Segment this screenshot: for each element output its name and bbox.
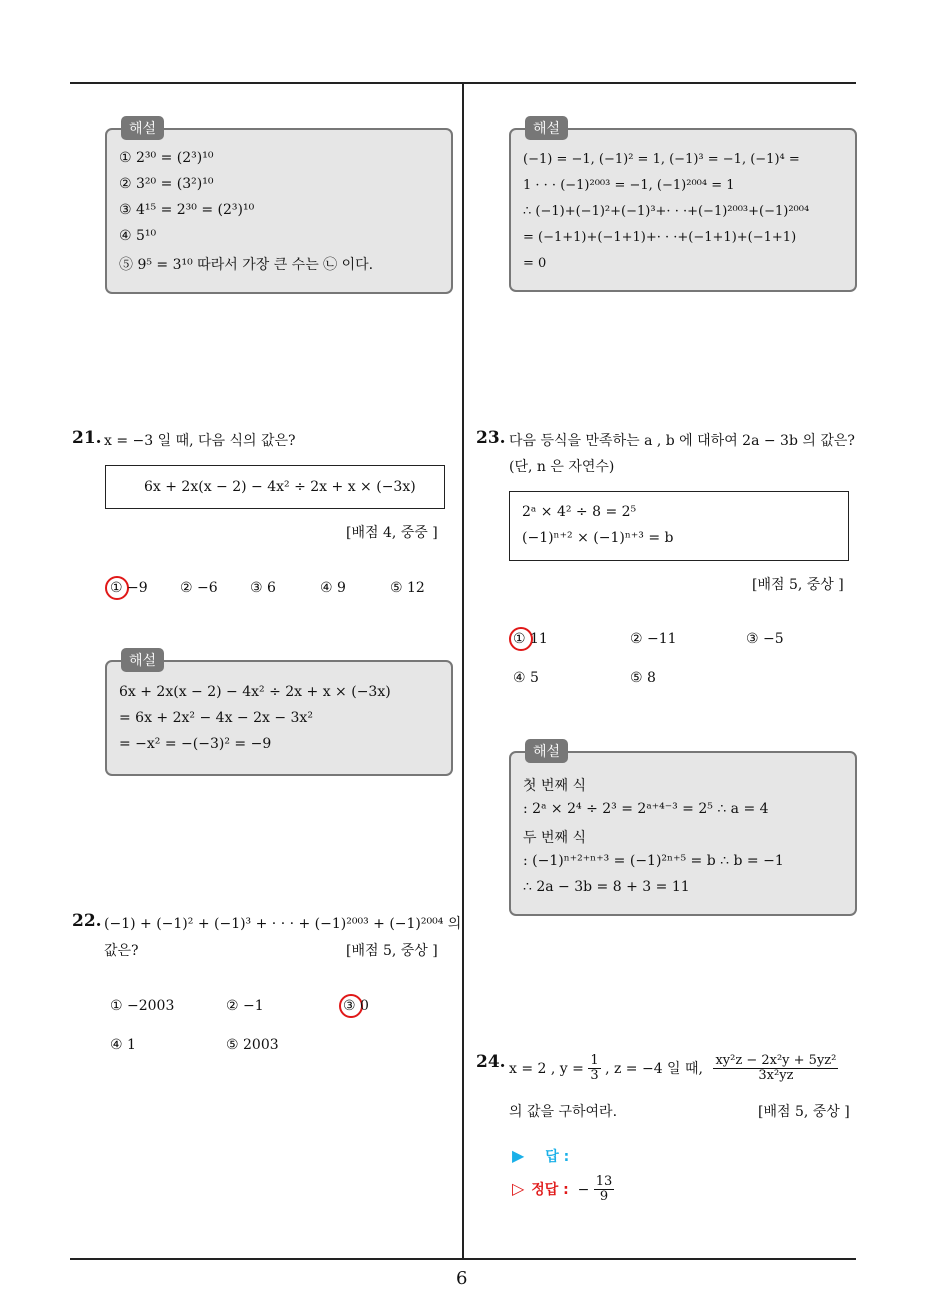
score-label-24: [배점 5, 중상 ] bbox=[758, 1104, 850, 1120]
correct-answer-fraction bbox=[594, 1175, 615, 1205]
correct-answer-sign: − bbox=[577, 1181, 590, 1198]
solution-line: ∴ (−1)+(−1)²+(−1)³+· · ·+(−1)²⁰⁰³+(−1)²⁰⁰⁴ bbox=[523, 204, 810, 219]
solution-line: 첫 번째 식 bbox=[523, 778, 586, 794]
solution-box-q23 bbox=[509, 744, 857, 916]
choice-5[interactable]: ⑤ 8 bbox=[630, 670, 656, 686]
page-number: 6 bbox=[456, 1268, 468, 1289]
solution-box-q20 bbox=[105, 121, 453, 294]
choice-2[interactable]: ② −6 bbox=[180, 580, 218, 596]
question-text-22: (−1) + (−1)² + (−1)³ + · · · + (−1)²⁰⁰³ + (−1)²⁰⁰⁴ 의 bbox=[104, 916, 462, 932]
equation: 2ᵃ × 4² ÷ 8 = 2⁵ bbox=[522, 504, 637, 520]
play-outline-icon: ▷ bbox=[512, 1178, 525, 1198]
solution-line: ① 2³⁰ = (2³)¹⁰ bbox=[119, 150, 214, 166]
choice-3[interactable]: ③ −5 bbox=[746, 631, 784, 647]
solution-line: ④ 5¹⁰ bbox=[119, 228, 157, 244]
choice-4[interactable]: ④ 9 bbox=[320, 580, 346, 596]
score-label-23: [배점 5, 중상 ] bbox=[752, 577, 844, 593]
score-label-22: [배점 5, 중상 ] bbox=[346, 943, 438, 959]
expression-box-21 bbox=[105, 465, 445, 509]
question-number-23: 23. bbox=[476, 428, 506, 448]
fraction-numerator: 1 bbox=[590, 1053, 599, 1068]
answer-label: 답 : bbox=[545, 1149, 570, 1165]
solution-line: : 2ᵃ × 2⁴ ÷ 2³ = 2ᵃ⁺⁴⁻³ = 2⁵ ∴ a = 4 bbox=[523, 801, 769, 817]
solution-line: = 0 bbox=[523, 256, 547, 271]
fraction-numerator: xy²z − 2x²y + 5yz² bbox=[715, 1053, 837, 1068]
question-text-24-line2: 의 값을 구하여라. bbox=[509, 1104, 618, 1120]
choice-5[interactable]: ⑤ 2003 bbox=[226, 1037, 279, 1053]
fraction-numerator: 13 bbox=[595, 1174, 613, 1189]
bottom-rule bbox=[70, 1258, 856, 1260]
equation-box-23 bbox=[509, 491, 849, 561]
choice-3[interactable]: ③ 6 bbox=[250, 580, 276, 596]
correct-answer-row bbox=[512, 1175, 614, 1205]
solution-box-q21 bbox=[105, 653, 453, 776]
solution-line: ⑤ 9⁵ = 3¹⁰ 따라서 가장 큰 수는 ㉡ 이다. bbox=[119, 257, 374, 273]
question-text-24-mid: , z = −4 일 때, bbox=[605, 1060, 704, 1077]
solution-line: = −x² = −(−3)² = −9 bbox=[119, 736, 272, 752]
choice-3[interactable]: ③ 0 bbox=[343, 998, 369, 1014]
correct-answer-value bbox=[577, 1174, 615, 1205]
fraction-denominator: 3x²yz bbox=[758, 1068, 794, 1084]
play-filled-icon: ▶ bbox=[512, 1146, 525, 1165]
score-label-21: [배점 4, 중중 ] bbox=[346, 525, 438, 541]
choice-1[interactable]: ① −2003 bbox=[110, 998, 175, 1014]
choice-1[interactable]: ① −9 bbox=[110, 580, 148, 596]
solution-tag: 해설 bbox=[525, 116, 568, 140]
question-text-22-line2: 값은? bbox=[104, 943, 139, 959]
solution-line: (−1) = −1, (−1)² = 1, (−1)³ = −1, (−1)⁴ = bbox=[523, 152, 800, 167]
solution-line: : (−1)ⁿ⁺²⁺ⁿ⁺³ = (−1)²ⁿ⁺⁵ = b ∴ b = −1 bbox=[523, 853, 784, 869]
fraction-expression bbox=[713, 1054, 838, 1084]
solution-line: = (−1+1)+(−1+1)+· · ·+(−1+1)+(−1+1) bbox=[523, 230, 797, 245]
solution-line: 두 번째 식 bbox=[523, 830, 586, 846]
solution-line: 1 · · · (−1)²⁰⁰³ = −1, (−1)²⁰⁰⁴ = 1 bbox=[523, 178, 735, 193]
solution-tag: 해설 bbox=[121, 648, 164, 672]
question-number-21: 21. bbox=[72, 428, 102, 448]
question-text-24-start: x = 2 , y = bbox=[509, 1060, 584, 1077]
fraction-denominator: 9 bbox=[599, 1189, 609, 1205]
choice-4[interactable]: ④ 1 bbox=[110, 1037, 136, 1053]
solution-line: 6x + 2x(x − 2) − 4x² ÷ 2x + x × (−3x) bbox=[119, 684, 391, 700]
expression: 6x + 2x(x − 2) − 4x² ÷ 2x + x × (−3x) bbox=[144, 479, 416, 495]
answer-row bbox=[512, 1146, 569, 1166]
choice-2[interactable]: ② −1 bbox=[226, 998, 264, 1014]
fraction-denominator: 3 bbox=[590, 1068, 599, 1084]
column-divider bbox=[462, 84, 464, 1260]
solution-box-q22 bbox=[509, 121, 857, 292]
solution-line: ∴ 2a − 3b = 8 + 3 = 11 bbox=[523, 879, 690, 895]
choice-1[interactable]: ① 11 bbox=[513, 631, 548, 647]
question-text-24 bbox=[509, 1054, 838, 1084]
choice-2[interactable]: ② −11 bbox=[630, 631, 677, 647]
fraction-y bbox=[588, 1054, 600, 1084]
solution-tag: 해설 bbox=[121, 116, 164, 140]
question-text-23: 다음 등식을 만족하는 a , b 에 대하여 2a − 3b 의 값은? bbox=[509, 433, 855, 449]
solution-line: ② 3²⁰ = (3²)¹⁰ bbox=[119, 176, 214, 192]
question-number-24: 24. bbox=[476, 1052, 506, 1072]
correct-answer-label: 정답 : bbox=[531, 1181, 569, 1198]
choice-5[interactable]: ⑤ 12 bbox=[390, 580, 425, 596]
solution-tag: 해설 bbox=[525, 739, 568, 763]
choice-4[interactable]: ④ 5 bbox=[513, 670, 539, 686]
equation: (−1)ⁿ⁺² × (−1)ⁿ⁺³ = b bbox=[522, 530, 674, 546]
solution-line: ③ 4¹⁵ = 2³⁰ = (2³)¹⁰ bbox=[119, 202, 255, 218]
question-text-23-line2: (단, n 은 자연수) bbox=[509, 459, 615, 475]
question-number-22: 22. bbox=[72, 911, 102, 931]
question-text-21: x = −3 일 때, 다음 식의 값은? bbox=[104, 433, 296, 449]
solution-line: = 6x + 2x² − 4x − 2x − 3x² bbox=[119, 710, 313, 726]
